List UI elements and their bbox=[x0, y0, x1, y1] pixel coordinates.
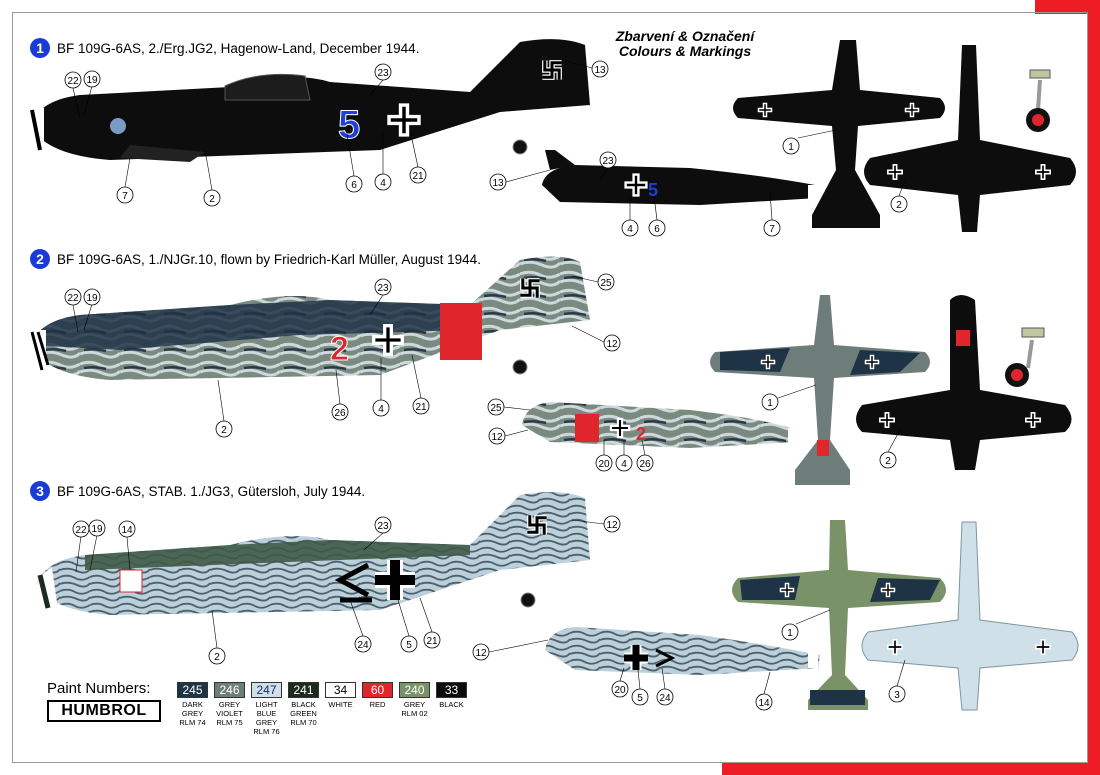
fuselage-code-small: 5 bbox=[648, 180, 659, 200]
svg-text:21: 21 bbox=[412, 171, 424, 182]
callout bbox=[420, 598, 440, 648]
svg-text:25: 25 bbox=[600, 278, 612, 289]
swatch-245 bbox=[177, 682, 208, 736]
callout bbox=[490, 170, 550, 190]
callout bbox=[632, 670, 648, 705]
scheme-1-wheel-detail bbox=[1026, 70, 1050, 132]
svg-text:23: 23 bbox=[377, 521, 389, 532]
svg-text:5: 5 bbox=[637, 693, 643, 704]
svg-text:14: 14 bbox=[758, 698, 770, 709]
callout bbox=[596, 440, 612, 471]
swatch-number: 33 bbox=[436, 682, 467, 698]
swatch-label: BLACK bbox=[439, 700, 464, 709]
svg-text:7: 7 bbox=[769, 224, 775, 235]
humbrol-brand-box: HUMBROL bbox=[47, 700, 161, 722]
callout bbox=[880, 430, 900, 468]
svg-text:12: 12 bbox=[606, 339, 618, 350]
fuselage-code: 5 bbox=[338, 103, 361, 147]
svg-text:19: 19 bbox=[91, 524, 103, 535]
svg-text:13: 13 bbox=[594, 65, 606, 76]
scheme-title: BF 109G-6AS, 2./Erg.JG2, Hagenow-Land, December 1944. bbox=[57, 40, 420, 56]
swatch-label: LIGHT BLUE GREY RLM 76 bbox=[253, 700, 280, 736]
swatch-label: DARK GREY RLM 74 bbox=[179, 700, 206, 727]
callout bbox=[332, 370, 348, 420]
swatch-number: 245 bbox=[177, 682, 208, 698]
svg-text:2: 2 bbox=[885, 456, 891, 467]
svg-text:19: 19 bbox=[86, 293, 98, 304]
svg-text:13: 13 bbox=[492, 178, 504, 189]
svg-text:24: 24 bbox=[659, 693, 671, 704]
svg-text:23: 23 bbox=[377, 283, 389, 294]
swatch-label: GREY RLM 02 bbox=[401, 700, 428, 718]
swatch-247 bbox=[251, 682, 282, 736]
svg-text:4: 4 bbox=[378, 404, 384, 415]
callout bbox=[612, 668, 628, 697]
svg-text:23: 23 bbox=[377, 68, 389, 79]
swatch-number: 241 bbox=[288, 682, 319, 698]
scheme-3-bottom-view bbox=[862, 522, 1078, 710]
scheme-title: BF 109G-6AS, STAB. 1./JG3, Gütersloh, July 1944. bbox=[57, 483, 366, 499]
scheme-2-bottom-view bbox=[856, 295, 1072, 470]
callout bbox=[204, 150, 220, 206]
svg-text:20: 20 bbox=[598, 459, 610, 470]
scheme-3-side-profile bbox=[36, 492, 590, 615]
paint-swatches bbox=[177, 682, 467, 736]
svg-text:6: 6 bbox=[654, 224, 660, 235]
svg-text:2: 2 bbox=[214, 652, 220, 663]
callout bbox=[473, 640, 548, 660]
swatch-label: BLACK GREEN RLM 70 bbox=[290, 700, 317, 727]
swatch-241 bbox=[288, 682, 319, 736]
svg-text:19: 19 bbox=[86, 75, 98, 86]
callout bbox=[782, 610, 830, 640]
scheme-2-small-profile bbox=[522, 402, 798, 448]
callout bbox=[489, 428, 528, 444]
scheme-3-top-view bbox=[732, 520, 946, 710]
callout bbox=[762, 385, 816, 410]
swatch-label: RED bbox=[369, 700, 386, 709]
swatch-240 bbox=[399, 682, 430, 736]
header-czech: Zbarvení & Označení bbox=[615, 28, 755, 44]
svg-text:26: 26 bbox=[334, 408, 346, 419]
svg-text:22: 22 bbox=[67, 76, 79, 87]
svg-text:2: 2 bbox=[209, 194, 215, 205]
svg-text:23: 23 bbox=[602, 156, 614, 167]
swatch-60 bbox=[362, 682, 393, 736]
svg-text:1: 1 bbox=[788, 142, 794, 153]
scheme-number-badge: 1 bbox=[30, 38, 50, 58]
svg-text:5: 5 bbox=[406, 640, 412, 651]
callout bbox=[783, 130, 836, 154]
callout bbox=[209, 610, 225, 664]
svg-text:12: 12 bbox=[606, 520, 618, 531]
swatch-33 bbox=[436, 682, 467, 736]
svg-text:22: 22 bbox=[67, 293, 79, 304]
svg-text:12: 12 bbox=[475, 648, 487, 659]
svg-text:2: 2 bbox=[896, 200, 902, 211]
svg-text:24: 24 bbox=[357, 640, 369, 651]
scheme-title: BF 109G-6AS, 1./NJGr.10, flown by Friedrich-Karl Müller, August 1944. bbox=[57, 251, 481, 267]
callout bbox=[412, 355, 429, 414]
paint-numbers-label: Paint Numbers: bbox=[47, 680, 151, 697]
scheme-number-badge: 3 bbox=[30, 481, 50, 501]
swatch-number: 240 bbox=[399, 682, 430, 698]
swatch-number: 247 bbox=[251, 682, 282, 698]
svg-text:1: 1 bbox=[767, 398, 773, 409]
svg-text:22: 22 bbox=[75, 525, 87, 536]
svg-text:4: 4 bbox=[627, 224, 633, 235]
callout bbox=[398, 600, 417, 652]
scheme-number-badge: 2 bbox=[30, 249, 50, 269]
svg-text:25: 25 bbox=[490, 403, 502, 414]
swatch-34 bbox=[325, 682, 356, 736]
fuselage-code: 2 bbox=[330, 330, 349, 368]
svg-text:2: 2 bbox=[221, 425, 227, 436]
svg-text:7: 7 bbox=[122, 191, 128, 202]
scheme-2-wheel-detail bbox=[1005, 328, 1044, 387]
fuselage-code-small: 2 bbox=[636, 424, 647, 444]
svg-text:12: 12 bbox=[491, 432, 503, 443]
callout bbox=[488, 399, 530, 415]
swatch-label: GREY VIOLET RLM 75 bbox=[216, 700, 243, 727]
svg-text:6: 6 bbox=[351, 180, 357, 191]
svg-text:4: 4 bbox=[380, 178, 386, 189]
scheme-3-small-profile bbox=[545, 627, 820, 675]
scheme-2-side-profile bbox=[28, 256, 590, 380]
svg-text:21: 21 bbox=[426, 636, 438, 647]
scheme-1-small-profile bbox=[542, 150, 818, 205]
callout bbox=[117, 158, 133, 203]
svg-text:3: 3 bbox=[894, 690, 900, 701]
swatch-number: 60 bbox=[362, 682, 393, 698]
svg-text:21: 21 bbox=[415, 402, 427, 413]
callout bbox=[216, 380, 232, 437]
svg-text:4: 4 bbox=[621, 459, 627, 470]
svg-text:1: 1 bbox=[787, 628, 793, 639]
swatch-label: WHITE bbox=[328, 700, 353, 709]
svg-text:14: 14 bbox=[121, 525, 133, 536]
callout bbox=[756, 672, 772, 710]
swatch-246 bbox=[214, 682, 245, 736]
callout bbox=[889, 660, 905, 702]
callout bbox=[572, 326, 620, 351]
svg-text:26: 26 bbox=[639, 459, 651, 470]
header-english: Colours & Markings bbox=[618, 43, 752, 59]
swatch-number: 34 bbox=[325, 682, 356, 698]
scheme-2-top-view bbox=[710, 295, 930, 485]
svg-text:20: 20 bbox=[614, 685, 626, 696]
scheme-1-side-profile bbox=[28, 39, 590, 162]
swatch-number: 246 bbox=[214, 682, 245, 698]
